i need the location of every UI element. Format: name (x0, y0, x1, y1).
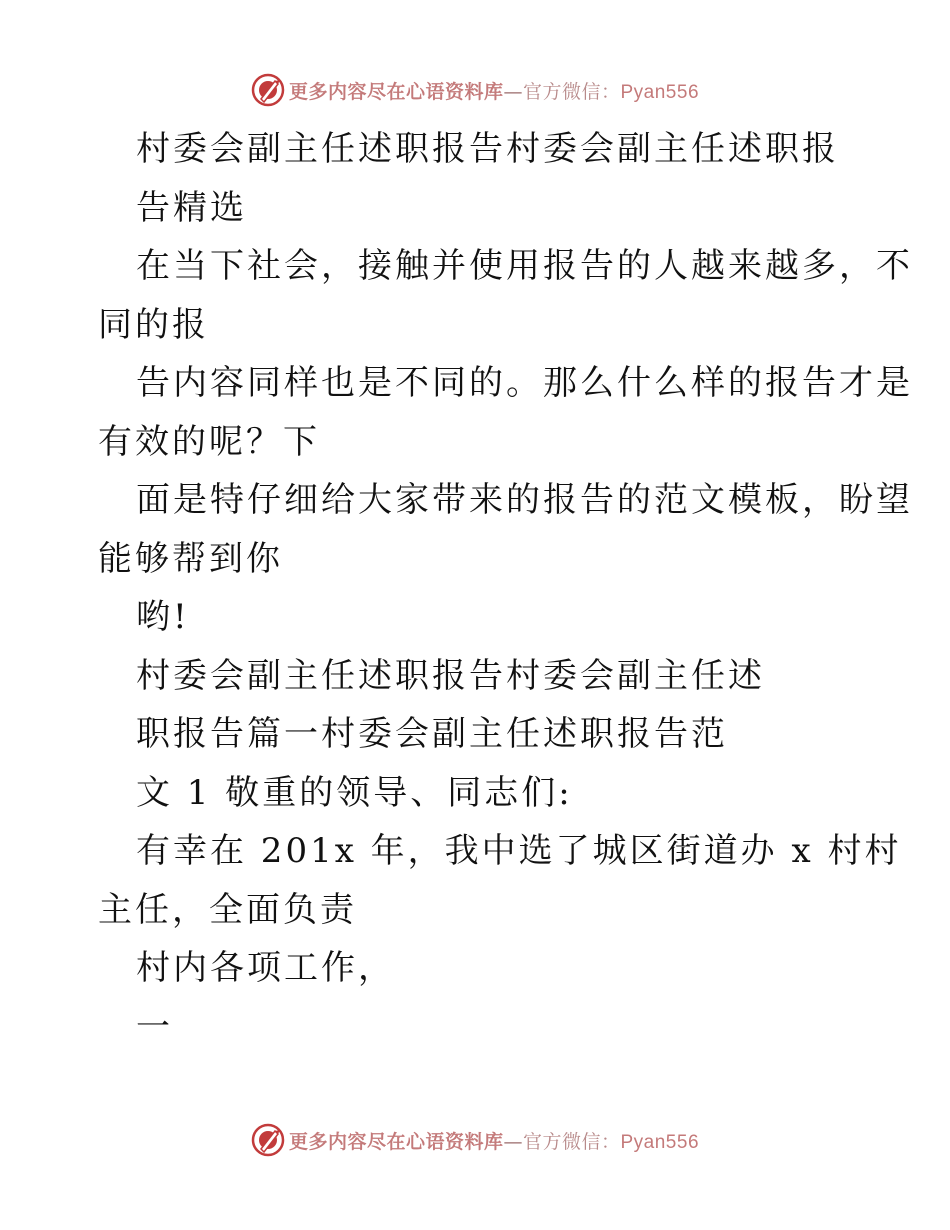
text-line: 职报告篇一村委会副主任述职报告范 (136, 714, 728, 754)
header-wechat-id: Pyan556 (620, 81, 700, 103)
header-separator: — (503, 80, 523, 103)
brand-logo-icon (251, 73, 285, 107)
text-line: 在当下社会，接触并使用报告的人越来越多，不 (136, 246, 913, 286)
text-line: 主任，全面负责 (98, 889, 357, 930)
footer-separator: — (503, 1130, 523, 1153)
footer-wechat-label: 官方微信： (522, 1130, 621, 1153)
text-line: 哟! (136, 597, 190, 637)
header-wechat-label: 官方微信： (522, 80, 621, 103)
text-line: 文 1 敬重的领导、同志们: (136, 772, 573, 813)
footer-site-text: 更多内容尽在心语资料库 (288, 1130, 504, 1153)
text-line: 有幸在 201x 年，我中选了城区街道办 x 村村 (136, 831, 902, 871)
text-line: 有效的呢？下 (98, 421, 320, 462)
text-line: 村委会副主任述职报告村委会副主任述职报 (136, 129, 839, 169)
footer-wechat-id: Pyan556 (620, 1131, 700, 1153)
text-line: 村内各项工作， (136, 948, 395, 988)
text-line: 同的报 (98, 304, 209, 345)
document-body (98, 120, 913, 1056)
text-line: 一 (136, 1006, 173, 1047)
text-line: 告精选 (136, 187, 247, 228)
text-line: 村委会副主任述职报告村委会副主任述 (136, 655, 765, 696)
header-banner (0, 70, 950, 110)
footer-banner (0, 1120, 950, 1160)
header-banner-text (289, 77, 699, 104)
header-site-text: 更多内容尽在心语资料库 (288, 80, 504, 103)
footer-banner-text (289, 1127, 699, 1154)
text-line: 告内容同样也是不同的。那么什么样的报告才是 (136, 363, 913, 403)
text-line: 能够帮到你 (98, 538, 283, 579)
brand-logo-icon (251, 1123, 285, 1157)
text-line: 面是特仔细给大家带来的报告的范文模板，盼望 (136, 480, 913, 520)
